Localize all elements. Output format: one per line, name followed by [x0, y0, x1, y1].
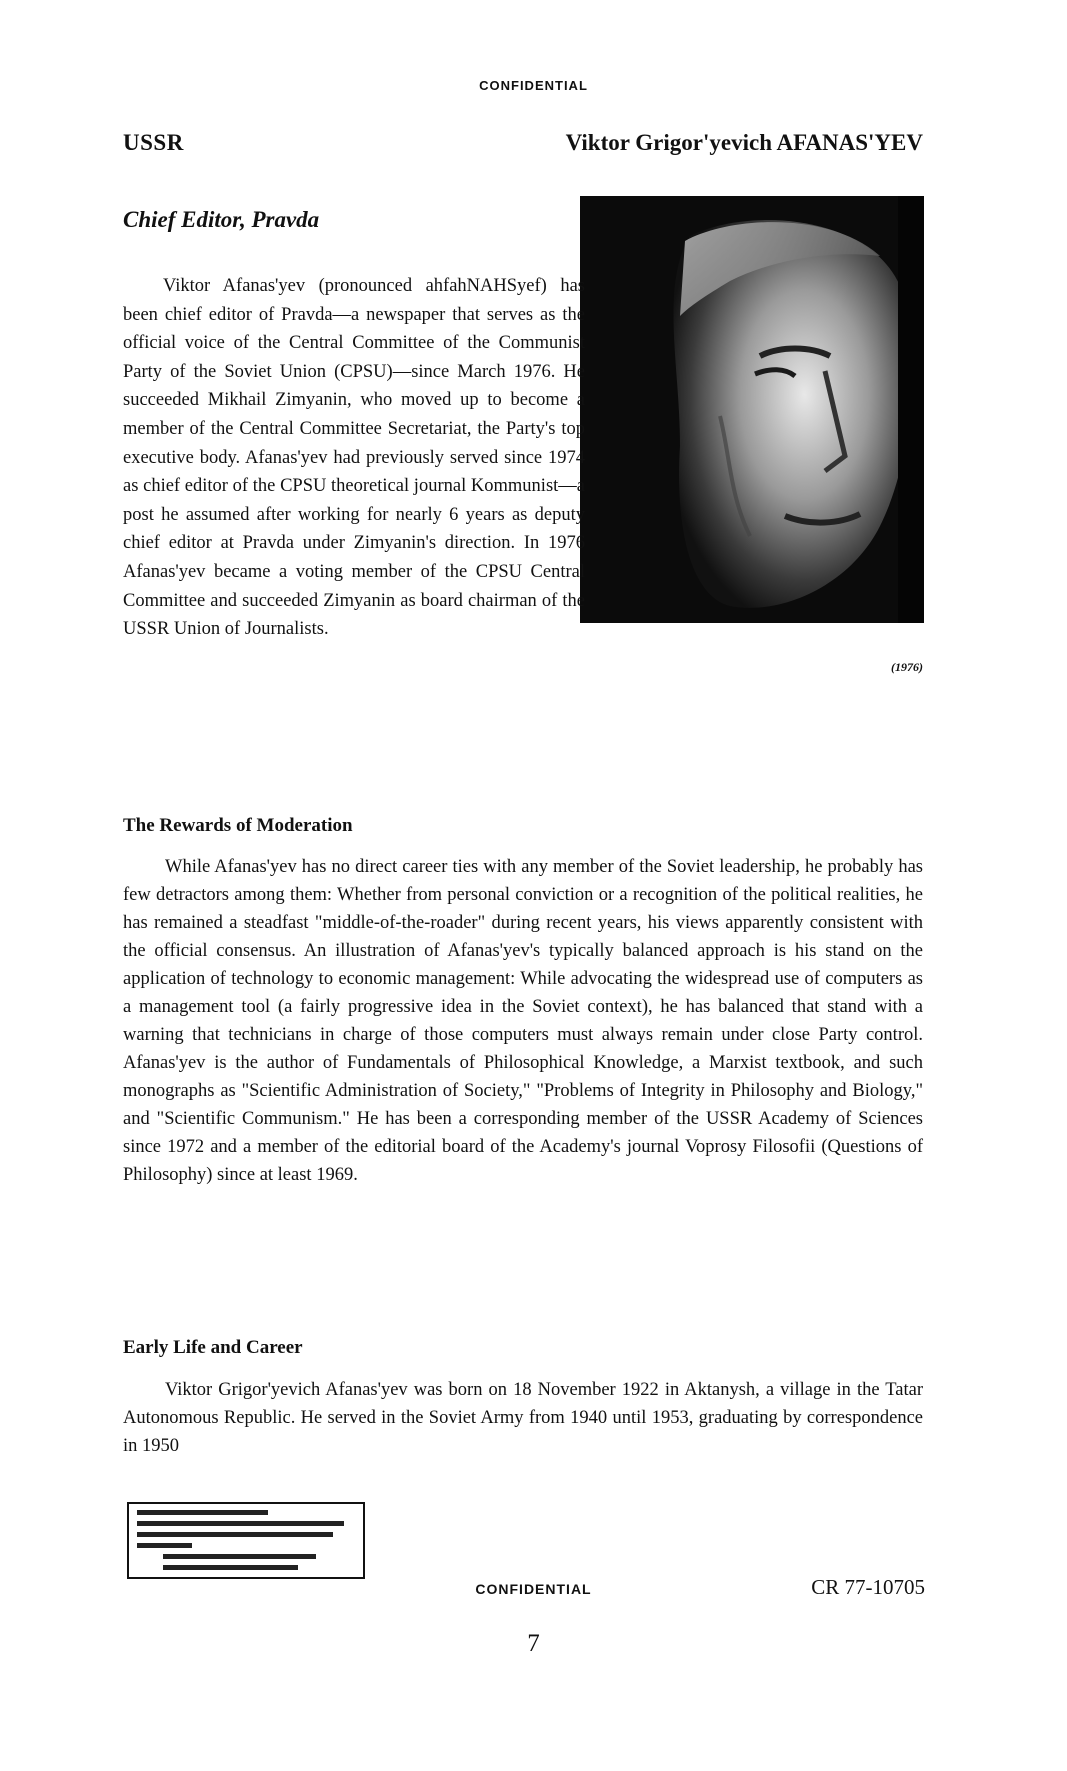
- intro-paragraph: [123, 272, 923, 682]
- country-label: USSR: [123, 130, 184, 155]
- report-number: CR 77-10705: [811, 1575, 925, 1599]
- photo-caption: (1976): [891, 660, 923, 674]
- photo-wrap-space: [601, 272, 923, 682]
- stamp-text-line: [137, 1543, 192, 1548]
- section-heading-rewards-of-moderation: The Rewards of Moderation: [123, 815, 353, 836]
- section-heading-early-life: Early Life and Career: [123, 1337, 303, 1358]
- section-paragraph-rewards-of-moderation: While Afanas'yev has no direct career ties with any member of the Soviet leadership, he probably has few detractors among them: Whether from personal conviction or a recognition of the political realities, he has remained a steadfast "middle-of-the-roader" during recent years, his views apparently consistent with the official consensus. An illustration of Afanas'yev's typically balanced approach is his stand on the application of technology to economic management: While advocating the widespread use of computers as a management tool (a fairly progressive idea in the Soviet context), he has balanced that stand with a warning that technicians in charge of those computers must always remain under close Party control. Afanas'yev is the author of Fundamentals of Philosophical Knowledge, a Marxist textbook, and such monographs as "Scientific Administration of Society," "Problems of Integrity in Philosophy and Biology," and "Scientific Communism." He has been a corresponding member of the USSR Academy of Sciences since 1972 and a member of the editorial board of the Academy's journal Voprosy Filosofii (Questions of Philosophy) since at least 1969.: [123, 857, 923, 1185]
- section-paragraph-early-life: Viktor Grigor'yevich Afanas'yev was born on 18 November 1922 in Aktanysh, a village in the Tatar Autonomous Republic. He served in the Soviet Army from 1940 until 1953, graduating by correspondence in 1950: [123, 1380, 923, 1456]
- stamp-text-line: [137, 1532, 333, 1537]
- intro-text: Viktor Afanas'yev (pronounced ahfahNAHSyef) has been chief editor of Pravda—a newspaper that serves as the official voice of the Central Committee of the Communist Party of the Soviet Union (CPSU)—since March 1976. He succeeded Mikhail Zimyanin, who moved up to become a member of the Central Committee Secretariat, the Party's top executive body. Afanas'yev had previously served since 1974 as chief editor of the CPSU theoretical journal Kommunist—a post he assumed after working for nearly 6 years as deputy chief editor at Pravda under Zimyanin's direction. In 1976 Afanas'yev became a voting member of the CPSU Central Committee and succeeded Zimyanin as board chairman of the USSR Union of Journalists.: [123, 276, 585, 640]
- stamp-text-line: [163, 1565, 298, 1570]
- classification-footer: CONFIDENTIAL: [475, 1581, 592, 1597]
- stamp-text-line: [137, 1521, 344, 1526]
- page-number: 7: [527, 1630, 540, 1657]
- classification-stamp: [127, 1502, 365, 1579]
- subject-title: Chief Editor, Pravda: [123, 207, 320, 232]
- classification-header: CONFIDENTIAL: [479, 78, 588, 93]
- stamp-text-line: [137, 1510, 268, 1515]
- subject-name: Viktor Grigor'yevich AFANAS'YEV: [565, 130, 923, 155]
- stamp-text-line: [163, 1554, 316, 1559]
